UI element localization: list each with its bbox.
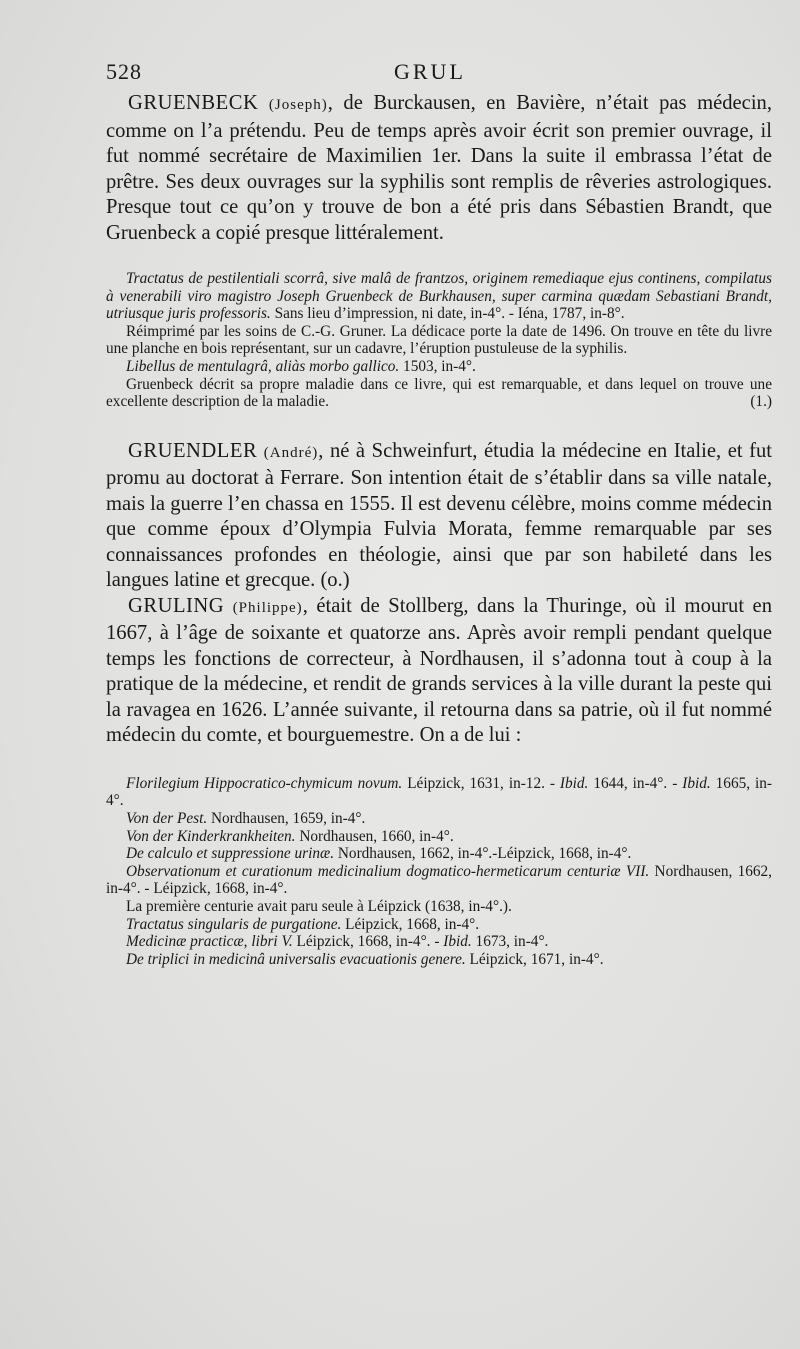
headword: GRUENDLER <box>128 439 258 462</box>
bib-item <box>106 358 772 376</box>
page-number: 528 <box>106 59 142 84</box>
bib-note: La première centurie avait paru seule à Léipzick (1638, in-4°.). <box>126 897 512 915</box>
bib-item: Von der Pest. Nordhausen, 1659, in-4°. <box>126 809 366 827</box>
entry-gruenbeck <box>106 91 772 246</box>
bib-item <box>106 270 772 323</box>
running-head: GRUL <box>394 59 466 84</box>
bib-item: Von der Kinderkrankheiten. Nordhausen, 1660, in-4°. <box>126 827 454 845</box>
entry-text: , était de Stollberg, dans la Thuringe, où il mourut en 1667, à l’âge de soixante et quatorze ans. Après avoir rempli pendant quelque temps les fonctions de correcteur, à Nordhausen, il s’adonna tout à coup à la pratique de la médecine, et rendit de grands services à la ville durant la peste qui la ravagea en 1626. L’année suivante, il retourna dans sa patrie, où il fut nommé médecin du comte, et bourguemestre. On a de lui : <box>106 594 772 747</box>
forename: (André) <box>263 444 319 461</box>
headword: GRULING <box>128 594 225 617</box>
bib-note: Réimprimé par les soins de C.-G. Gruner. La dédicace porte la date de 1496. On trouve en tête du livre une planche en bois représentant, sur un cadavre, l’éruption pustuleuse de la syphilis. <box>106 322 772 358</box>
imprint: Sans lieu d’impression, ni date, in-4°. - Iéna, 1787, in-8°. <box>270 305 625 323</box>
bib-item: Florilegium Hippocratico-chymicum novum. Léipzick, 1631, in-12. - Ibid. 1644, in-4°. - Ibid. 1665, in-4°. <box>106 774 772 810</box>
forename: (Philippe) <box>232 599 303 616</box>
entry-text: , né à Schweinfurt, étudia la médecine en Italie, et fut promu au doctorat à Ferrare. Son intention était de s’établir dans sa ville natale, mais la guerre l’en chassa en 1555. Il est devenu célèbre, moins comme médecin que comme époux d’Olympia Fulvia Morata, femme remarquable par ses connaissances profondes en théologie, ainsi que par son habileté dans les langues latine et grecque. <box>106 439 772 592</box>
entry-text: , de Burckausen, en Bavière, n’était pas médecin, comme on l’a prétendu. Peu de temps après avoir écrit son premier ouvrage, il fut nommé secrétaire de Maximilien 1er. Dans la suite il embrassa l’état de prêtre. Ses deux ouvrages sur la syphilis sont remplis de rêveries astrologiques. Presque tout ce qu’on y trouve de bon a été pris dans Sébastien Brandt, que Gruenbeck a copié presque littéralement. <box>106 92 772 244</box>
bib-note: Gruenbeck décrit sa propre maladie dans ce livre, qui est remarquable, et dans lequel on trouve une excellente description de la maladie. (1.) <box>106 375 772 411</box>
author-mark: (o.) <box>320 569 350 592</box>
forename: (Joseph) <box>268 97 328 113</box>
author-mark: (1.) <box>750 393 772 411</box>
bibliography-gruenbeck <box>106 270 772 411</box>
work-title: Libellus de mentulagrâ, aliàs morbo gallico. <box>126 357 400 375</box>
work-title: Tractatus de pestilentiali scorrâ, sive malâ de frantzos, originem remediaque ejus continens, compilatus à venerabili viro magistro Joseph Gruenbeck de Burkhausen, super carmina quædam Sebastiani Brandt, utriusque juris professoris. <box>106 270 772 323</box>
imprint: 1503, in-4°. <box>399 357 476 375</box>
bib-item: De triplici in medicinâ universalis evacuationis genere. Léipzick, 1671, in-4°. <box>126 950 604 968</box>
bib-item: De calculo et suppressione urinæ. Nordhausen, 1662, in-4°.-Léipzick, 1668, in-4°. <box>126 845 632 863</box>
headword: GRUENBECK <box>128 92 259 114</box>
entry-gruling <box>106 594 772 749</box>
bib-item: Observationum et curationum medicinalium dogmatico-hermeticarum centuriæ VII. Nordhausen, 1662, in-4°. - Léipzick, 1668, in-4°. <box>106 862 772 898</box>
bib-item: Tractatus singularis de purgatione. Léipzick, 1668, in-4°. <box>126 915 480 933</box>
bibliography-gruling <box>106 775 772 969</box>
page-header <box>106 55 772 91</box>
entry-gruendler <box>106 439 772 594</box>
bib-item: Medicinæ practicæ, libri V. Léipzick, 1668, in-4°. - Ibid. 1673, in-4°. <box>126 933 549 951</box>
